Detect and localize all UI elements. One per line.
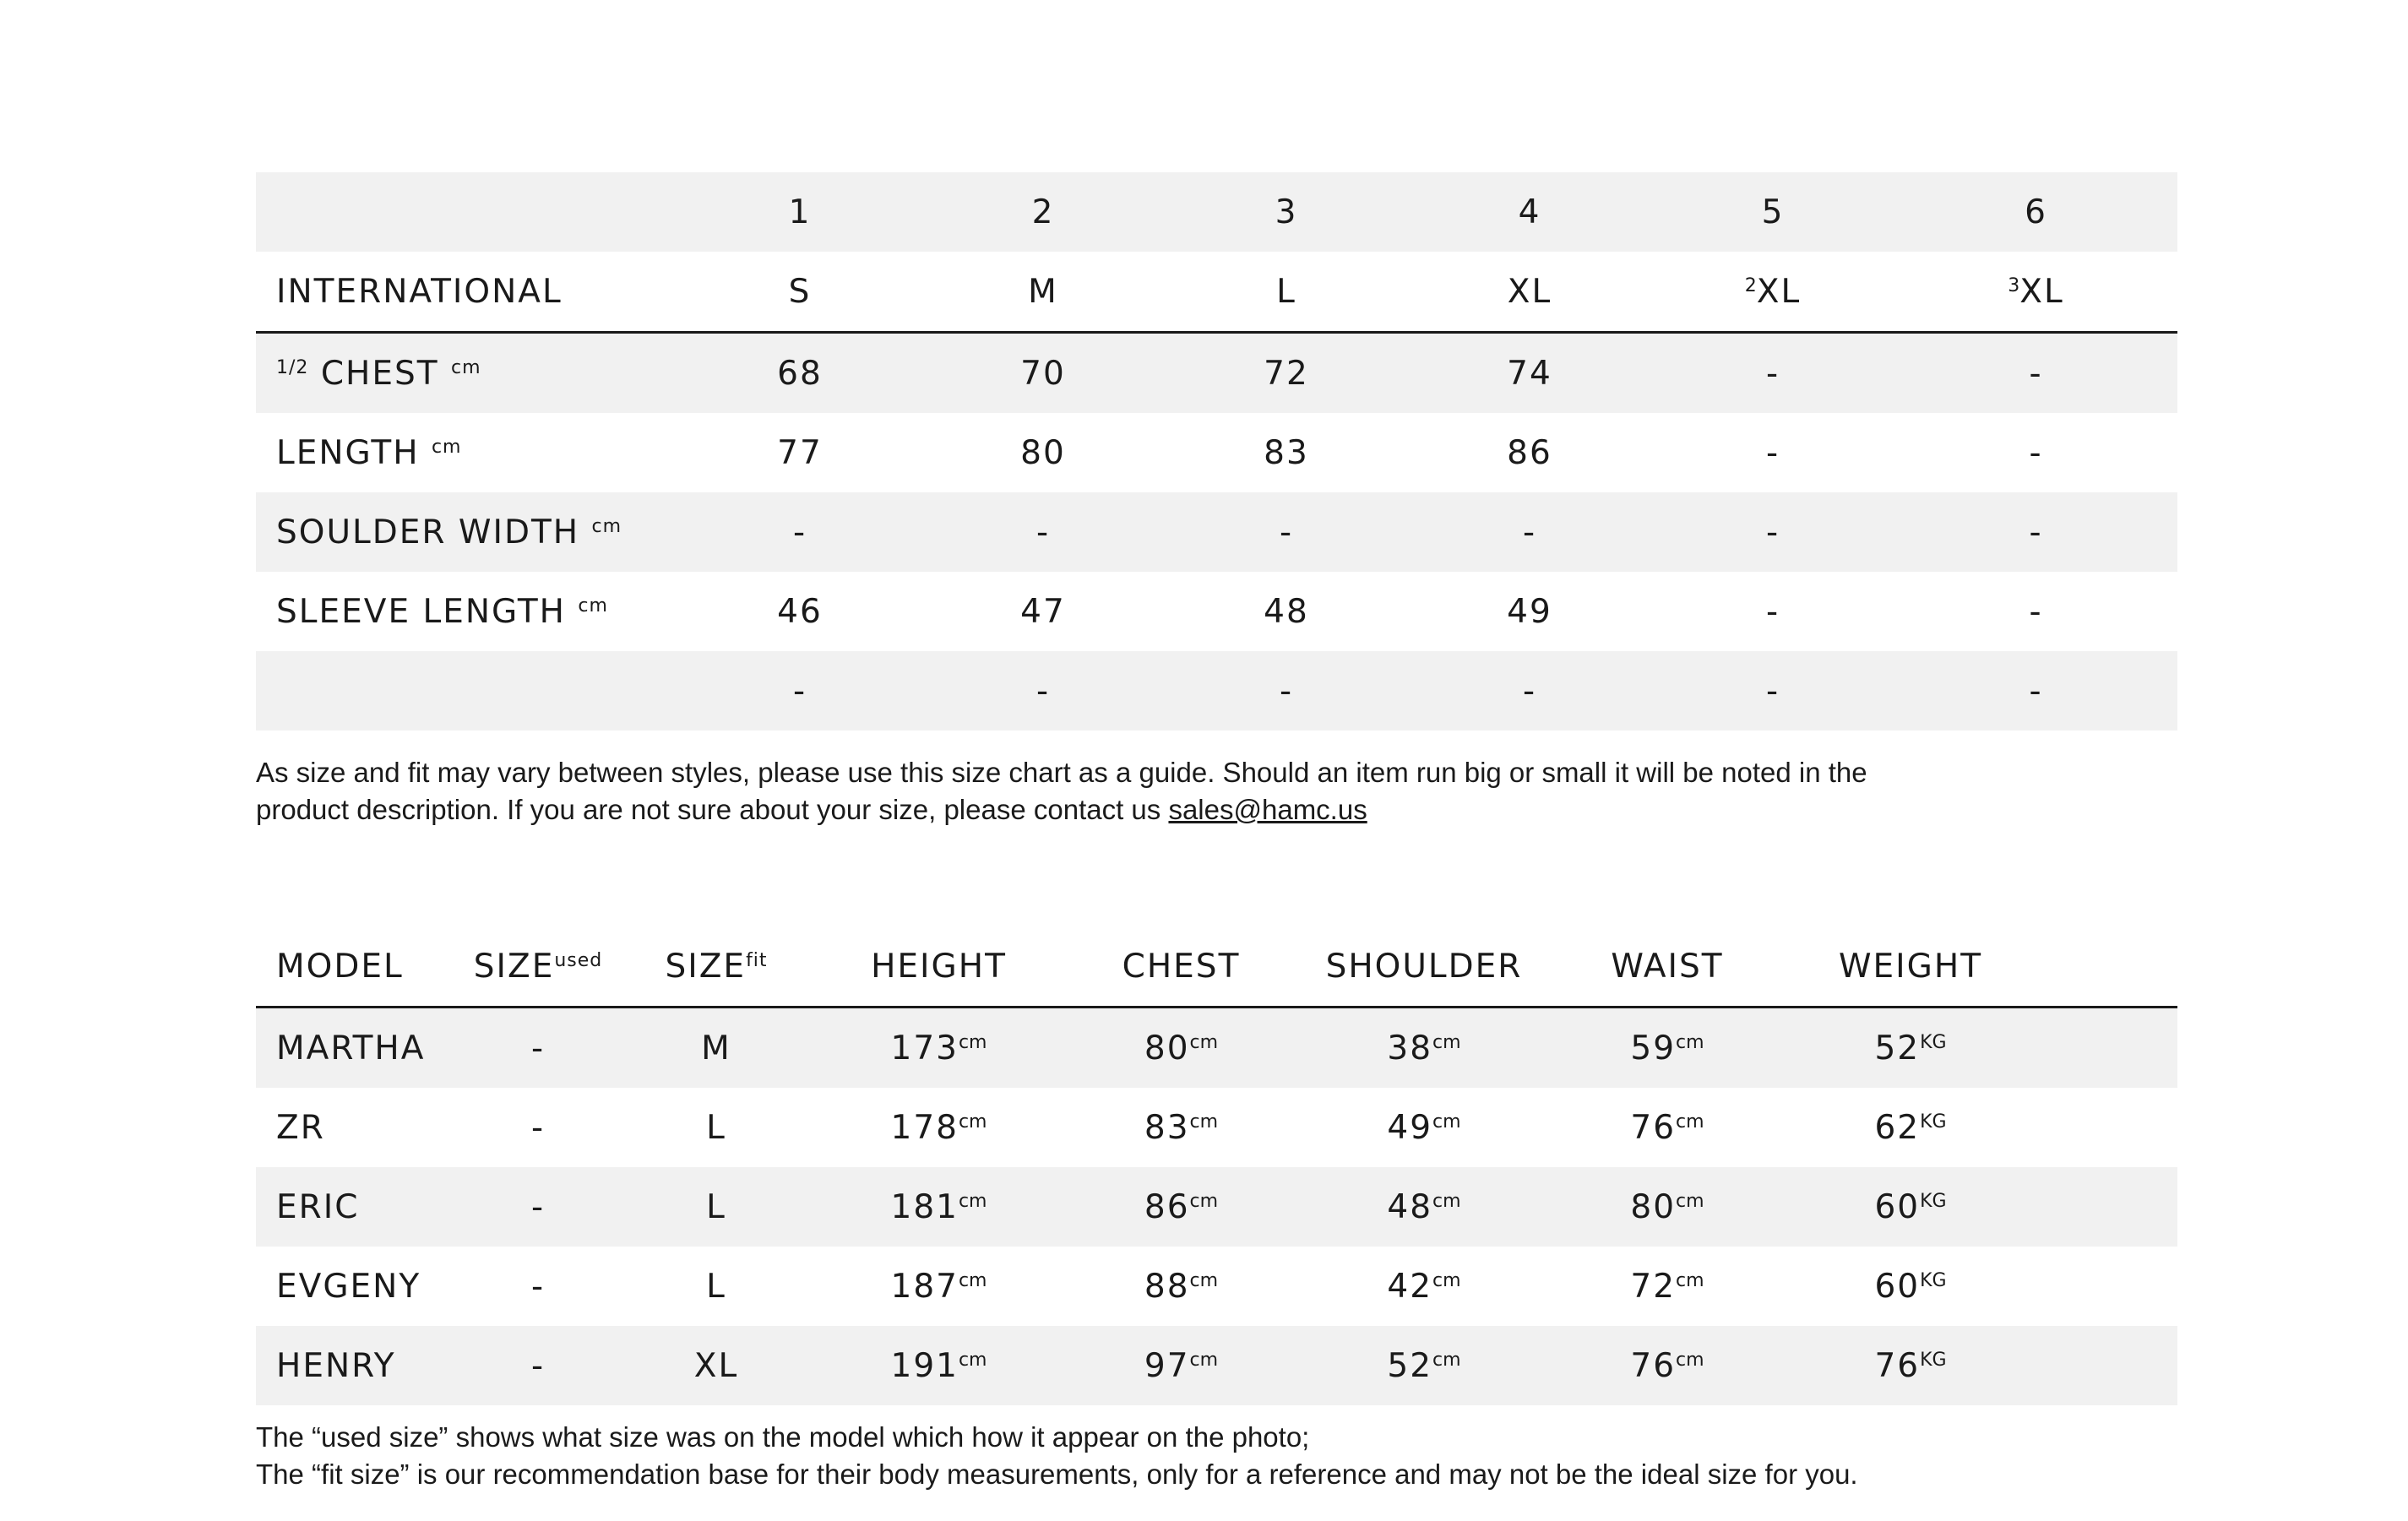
- model-waist: $72^{cm}$: [1630, 1267, 1704, 1306]
- model-height: $181^{cm}$: [818, 1167, 1060, 1247]
- header-model: MODEL: [256, 926, 461, 1008]
- contact-email-link[interactable]: sales@hamc.us: [1168, 794, 1367, 825]
- model-size-note-line: The “fit size” is our recommendation base for their body measurements, only for a reference and may not be the ideal size for you.: [256, 1459, 1858, 1490]
- model-shoulder: $48^{cm}$: [1302, 1167, 1546, 1247]
- header-size-used: $SIZE^{used}$: [461, 926, 615, 1008]
- model-row: [256, 1247, 2177, 1326]
- model-shoulder: $38^{cm}$: [1302, 1008, 1546, 1089]
- measurement-label: LENGTH $^{cm}$: [276, 433, 462, 472]
- measurement-value: 72: [1165, 333, 1408, 414]
- model-chest: $80^{cm}$: [1060, 1008, 1302, 1089]
- measurement-value: -: [1165, 651, 1408, 731]
- measurement-value: -: [2029, 592, 2043, 631]
- size-number: 2: [921, 172, 1165, 252]
- measurement-value: -: [1765, 433, 1780, 472]
- measurement-label: [256, 651, 678, 731]
- page-content: [256, 172, 2177, 1493]
- measurement-value: -: [678, 651, 921, 731]
- header-shoulder: SHOULDER: [1302, 926, 1546, 1008]
- size-chart-table: [256, 172, 2177, 731]
- model-size-fit: L: [615, 1167, 818, 1247]
- measurement-value: 48: [1264, 592, 1309, 631]
- measurement-label: $^{1/2}$ CHEST $^{cm}$: [256, 333, 678, 414]
- international-size: $^2$XL: [1651, 252, 1894, 333]
- model-name: HENRY: [256, 1326, 461, 1405]
- measurement-value: -: [1651, 333, 1894, 414]
- model-header-row: [256, 926, 2177, 1008]
- model-name: ZR: [276, 1108, 325, 1147]
- model-size-used: -: [461, 1167, 615, 1247]
- measurement-value: 86: [1507, 433, 1552, 472]
- size-number: 6: [1894, 172, 2177, 252]
- size-number: 1: [678, 172, 921, 252]
- header-waist: WAIST: [1546, 926, 1789, 1008]
- model-chest: $97^{cm}$: [1060, 1326, 1302, 1405]
- measurement-row-empty: [256, 651, 2177, 731]
- model-shoulder: $52^{cm}$: [1302, 1326, 1546, 1405]
- model-waist: $59^{cm}$: [1546, 1008, 1789, 1089]
- measurement-value: -: [1894, 333, 2177, 414]
- model-height: $187^{cm}$: [890, 1267, 987, 1306]
- measurement-label: SOULDER WIDTH $^{cm}$: [256, 492, 678, 572]
- size-number: 5: [1651, 172, 1894, 252]
- model-weight: $62^{KG}$: [1874, 1108, 1947, 1147]
- measurement-value: -: [921, 492, 1165, 572]
- measurement-value: 80: [1020, 433, 1066, 472]
- model-height: $178^{cm}$: [890, 1108, 987, 1147]
- measurement-row-chest: [256, 333, 2177, 414]
- model-name: EVGENY: [276, 1267, 421, 1306]
- international-size: M: [921, 252, 1165, 333]
- measurement-row-length: [256, 413, 2177, 492]
- size-guide-note: [256, 754, 2199, 828]
- size-number: 4: [1408, 172, 1651, 252]
- model-height: $191^{cm}$: [818, 1326, 1060, 1405]
- model-size-fit: M: [615, 1008, 818, 1089]
- model-shoulder: $49^{cm}$: [1387, 1108, 1461, 1147]
- model-size-fit: L: [706, 1267, 726, 1306]
- model-waist: $76^{cm}$: [1630, 1108, 1704, 1147]
- size-number-row: [256, 172, 2177, 252]
- measurement-value: 70: [921, 333, 1165, 414]
- measurement-value: -: [1765, 592, 1780, 631]
- measurement-row-sleeve-length: [256, 572, 2177, 651]
- model-chest: $86^{cm}$: [1060, 1167, 1302, 1247]
- model-weight: $52^{KG}$: [1789, 1008, 2032, 1089]
- model-size-note-line: The “used size” shows what size was on the model which how it appear on the photo;: [256, 1421, 1310, 1453]
- measurement-value: 83: [1264, 433, 1309, 472]
- header-size-fit: $SIZE^{fit}$: [615, 926, 818, 1008]
- international-size-row: [256, 252, 2177, 333]
- model-size-used: -: [461, 1008, 615, 1089]
- model-name: ERIC: [256, 1167, 461, 1247]
- measurement-value: 77: [777, 433, 823, 472]
- measurement-value: -: [678, 492, 921, 572]
- measurement-value: -: [2029, 433, 2043, 472]
- measurement-value: 49: [1507, 592, 1552, 631]
- model-height: $173^{cm}$: [818, 1008, 1060, 1089]
- model-size-fit: L: [706, 1108, 726, 1147]
- model-size-fit: XL: [615, 1326, 818, 1405]
- size-guide-note-line: As size and fit may vary between styles, please use this size chart as a guide. Should an item run big or small it will be noted in the: [256, 757, 1867, 788]
- measurement-value: -: [1651, 492, 1894, 572]
- model-row: [256, 1167, 2177, 1247]
- international-size: $^3$XL: [1894, 252, 2177, 333]
- model-row: [256, 1008, 2177, 1089]
- measurement-value: 74: [1408, 333, 1651, 414]
- model-weight: $60^{KG}$: [1874, 1267, 1947, 1306]
- model-size-note: [256, 1419, 2177, 1493]
- international-label: INTERNATIONAL: [256, 252, 678, 333]
- model-size-used: -: [461, 1326, 615, 1405]
- measurement-value: -: [1408, 492, 1651, 572]
- model-waist: $76^{cm}$: [1546, 1326, 1789, 1405]
- size-number: 3: [1165, 172, 1408, 252]
- model-waist: $80^{cm}$: [1546, 1167, 1789, 1247]
- header-chest: CHEST: [1060, 926, 1302, 1008]
- model-size-used: -: [530, 1108, 546, 1147]
- measurement-value: -: [921, 651, 1165, 731]
- model-chest: $88^{cm}$: [1144, 1267, 1219, 1306]
- international-size: L: [1165, 252, 1408, 333]
- measurement-value: -: [1894, 651, 2177, 731]
- model-row: [256, 1326, 2177, 1405]
- model-chest: $83^{cm}$: [1144, 1108, 1219, 1147]
- measurement-value: 46: [777, 592, 823, 631]
- model-table: [256, 926, 2177, 1405]
- model-weight: $76^{KG}$: [1789, 1326, 2032, 1405]
- measurement-row-shoulder-width: [256, 492, 2177, 572]
- model-size-used: -: [530, 1267, 546, 1306]
- measurement-value: -: [1894, 492, 2177, 572]
- size-guide-note-line: product description. If you are not sure about your size, please contact us sales@hamc.us: [256, 794, 1367, 825]
- model-shoulder: $42^{cm}$: [1387, 1267, 1461, 1306]
- size-number-row-label: [256, 172, 678, 252]
- measurement-value: -: [1165, 492, 1408, 572]
- header-weight: WEIGHT: [1789, 926, 2032, 1008]
- model-name: MARTHA: [256, 1008, 461, 1089]
- model-row: [256, 1088, 2177, 1167]
- measurement-value: -: [1408, 651, 1651, 731]
- measurement-value: -: [1651, 651, 1894, 731]
- measurement-value: 47: [1020, 592, 1066, 631]
- measurement-value: 68: [678, 333, 921, 414]
- international-size: XL: [1408, 252, 1651, 333]
- international-size: S: [678, 252, 921, 333]
- model-weight: $60^{KG}$: [1789, 1167, 2032, 1247]
- measurement-label: SLEEVE LENGTH $^{cm}$: [276, 592, 608, 631]
- header-height: HEIGHT: [818, 926, 1060, 1008]
